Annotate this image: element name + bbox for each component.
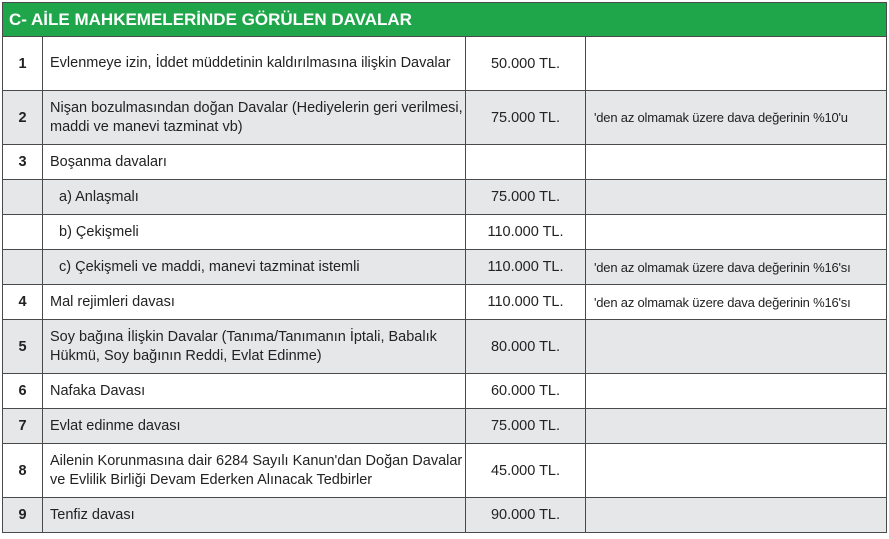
row-description: Evlat edinme davası <box>43 409 466 444</box>
row-number: 1 <box>3 37 43 91</box>
row-amount: 90.000 TL. <box>466 498 586 533</box>
row-note: 'den az olmamak üzere dava değerinin %16'sı <box>586 285 887 320</box>
row-number: 4 <box>3 285 43 320</box>
row-amount <box>466 145 586 180</box>
row-description: b) Çekişmeli <box>43 215 466 250</box>
row-amount: 80.000 TL. <box>466 320 586 374</box>
row-amount: 50.000 TL. <box>466 37 586 91</box>
table-row <box>3 444 887 498</box>
row-description: Boşanma davaları <box>43 145 466 180</box>
fee-table <box>2 36 887 533</box>
row-description: Evlenmeye izin, İddet müddetinin kaldırılmasına ilişkin Davalar <box>43 37 466 91</box>
row-note <box>586 320 887 374</box>
table-row <box>3 320 887 374</box>
row-amount: 75.000 TL. <box>466 409 586 444</box>
table-row <box>3 250 887 285</box>
row-number: 9 <box>3 498 43 533</box>
table-row <box>3 498 887 533</box>
table-row <box>3 37 887 91</box>
row-description: Tenfiz davası <box>43 498 466 533</box>
table-title: C- AİLE MAHKEMELERİNDE GÖRÜLEN DAVALAR <box>2 2 887 36</box>
row-note <box>586 37 887 91</box>
row-description: a) Anlaşmalı <box>43 180 466 215</box>
row-number: 6 <box>3 374 43 409</box>
table-row <box>3 215 887 250</box>
row-number: 3 <box>3 145 43 180</box>
row-amount: 110.000 TL. <box>466 285 586 320</box>
row-note: 'den az olmamak üzere dava değerinin %16'sı <box>586 250 887 285</box>
row-note: 'den az olmamak üzere dava değerinin %10'u <box>586 91 887 145</box>
row-note <box>586 444 887 498</box>
row-description: c) Çekişmeli ve maddi, manevi tazminat istemli <box>43 250 466 285</box>
table-row <box>3 374 887 409</box>
row-description: Ailenin Korunmasına dair 6284 Sayılı Kanun'dan Doğan Davalar ve Evlilik Birliği Devam Ederken Alınacak Tedbirler <box>43 444 466 498</box>
row-number <box>3 180 43 215</box>
row-amount: 45.000 TL. <box>466 444 586 498</box>
row-number <box>3 215 43 250</box>
row-description: Nişan bozulmasından doğan Davalar (Hediyelerin geri verilmesi, maddi ve manevi tazminat vb) <box>43 91 466 145</box>
fee-table-container <box>2 2 887 533</box>
table-row <box>3 145 887 180</box>
row-number: 2 <box>3 91 43 145</box>
row-note <box>586 498 887 533</box>
row-note <box>586 409 887 444</box>
row-note <box>586 215 887 250</box>
table-row <box>3 285 887 320</box>
row-note <box>586 145 887 180</box>
row-note <box>586 374 887 409</box>
table-row <box>3 91 887 145</box>
table-row <box>3 180 887 215</box>
row-amount: 75.000 TL. <box>466 180 586 215</box>
row-description: Mal rejimleri davası <box>43 285 466 320</box>
row-note <box>586 180 887 215</box>
row-description: Nafaka Davası <box>43 374 466 409</box>
row-number: 8 <box>3 444 43 498</box>
table-row <box>3 409 887 444</box>
row-number: 5 <box>3 320 43 374</box>
row-number <box>3 250 43 285</box>
row-amount: 110.000 TL. <box>466 215 586 250</box>
row-description: Soy bağına İlişkin Davalar (Tanıma/Tanımanın İptali, Babalık Hükmü, Soy bağının Reddi, Evlat Edinme) <box>43 320 466 374</box>
row-amount: 60.000 TL. <box>466 374 586 409</box>
row-amount: 75.000 TL. <box>466 91 586 145</box>
row-amount: 110.000 TL. <box>466 250 586 285</box>
row-number: 7 <box>3 409 43 444</box>
